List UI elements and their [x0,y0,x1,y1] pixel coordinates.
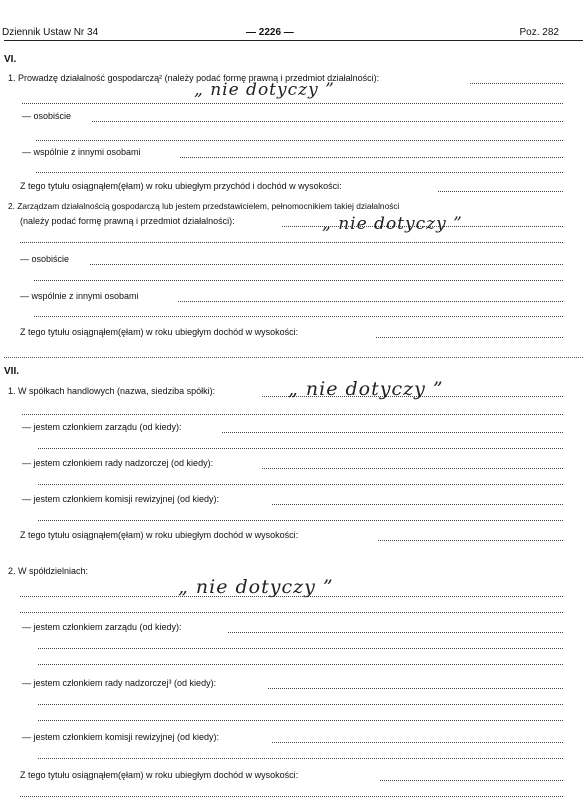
vii-item2-income-label: Z tego tytułu osiągnąłem(ęłam) w roku ubiegłym dochód w wysokości: [20,770,299,780]
vi-item1-personal-field[interactable] [92,121,563,122]
vii-item2-income-field-line2[interactable] [20,796,563,797]
vi-item2-field-line2[interactable] [20,242,563,243]
vii-item2-board-field-line2[interactable] [38,648,563,649]
vii-item1-field-line2[interactable] [22,414,563,415]
vii-item1-supervisory-field[interactable] [262,468,563,469]
vii-item2-supervisory-label: — jestem członkiem rady nadzorczej³ (od kiedy): [22,678,217,688]
vii-item2-supervisory-field-line2[interactable] [38,704,563,705]
vi-item1-handwriting: „ nie dotyczy ” [194,80,335,100]
section-divider [4,357,583,358]
section-vii-title: VII. [4,366,20,377]
vii-item2-board-label: — jestem członkiem zarządu (od kiedy): [22,622,182,632]
vi-item2-income-field[interactable] [376,337,563,338]
vii-item2-supervisory-field-line3[interactable] [38,720,563,721]
vii-item2-board-field-line3[interactable] [38,664,563,665]
vii-item1-label: 1. W spółkach handlowych (nazwa, siedziba spółki): [8,386,216,396]
vi-item2-personal-label: — osobiście [20,254,70,264]
vii-item1-handwriting: „ nie dotyczy ” [288,378,444,400]
vii-item1-board-field[interactable] [222,432,563,433]
vii-item2-board-field[interactable] [228,632,563,633]
vi-item1-joint-label: — wspólnie z innymi osobami [22,147,141,157]
vii-item2-audit-field-line2[interactable] [38,758,563,759]
vii-item1-board-field-line2[interactable] [38,448,563,449]
vi-item2-personal-field-line2[interactable] [34,280,563,281]
vii-item1-supervisory-field-line2[interactable] [38,484,563,485]
vi-item2-joint-field-line2[interactable] [34,316,563,317]
vi-item2-personal-field[interactable] [90,264,563,265]
vii-item2-field-line2[interactable] [20,612,563,613]
vii-item1-board-label: — jestem członkiem zarządu (od kiedy): [22,422,182,432]
vi-item1-personal-field-line2[interactable] [36,140,563,141]
vi-item1-income-field[interactable] [438,191,563,192]
vii-item2-audit-label: — jestem członkiem komisji rewizyjnej (od kiedy): [22,732,220,742]
section-vi-title: VI. [4,54,17,65]
vii-item1-audit-field[interactable] [272,504,563,505]
vi-item1-joint-field[interactable] [180,157,563,158]
header-position: Poz. 282 [519,27,559,38]
vi-item2-joint-field[interactable] [178,301,563,302]
vii-item1-audit-field-line2[interactable] [38,520,563,521]
vi-item2-label: 2. Zarządzam działalnością gospodarczą lub jestem przedstawicielem, pełnomocnikiem takiej działalności [8,201,400,211]
vi-item1-joint-field-line2[interactable] [36,172,563,173]
vii-item2-income-field[interactable] [380,780,563,781]
vii-item1-income-label: Z tego tytułu osiągnąłem(ęłam) w roku ubiegłym dochód w wysokości: [20,530,299,540]
vii-item2-handwriting: „ nie dotyczy ” [178,576,334,598]
vii-item2-audit-field[interactable] [272,742,563,743]
vi-item2-label-line2: (należy podać formę prawną i przedmiot działalności): [20,216,235,226]
header-journal: Dziennik Ustaw Nr 34 [2,27,99,38]
vi-item1-label: 1. Prowadzę działalność gospodarczą² (należy podać formę prawną i przedmiot działalności): [8,73,380,83]
header-page-number: — 2226 — [246,27,294,38]
vi-item2-income-label: Z tego tytułu osiągnąłem(ęłam) w roku ubiegłym dochód w wysokości: [20,327,299,337]
vi-item1-income-label: Z tego tytułu osiągnąłem(ęłam) w roku ubiegłym przychód i dochód w wysokości: [20,181,342,191]
vii-item2-supervisory-field[interactable] [268,688,563,689]
vii-item1-supervisory-label: — jestem członkiem rady nadzorczej (od kiedy): [22,458,214,468]
vii-item2-label: 2. W spółdzielniach: [8,566,89,576]
vi-item1-personal-label: — osobiście [22,111,72,121]
vi-item1-field[interactable] [470,83,563,84]
vii-item2-field[interactable] [20,596,563,597]
vi-item2-handwriting: „ nie dotyczy ” [322,214,463,234]
header-rule [4,40,583,41]
vii-item1-audit-label: — jestem członkiem komisji rewizyjnej (od kiedy): [22,494,220,504]
vi-item1-field-line2[interactable] [22,103,563,104]
vii-item1-income-field[interactable] [378,540,563,541]
vi-item2-joint-label: — wspólnie z innymi osobami [20,291,139,301]
